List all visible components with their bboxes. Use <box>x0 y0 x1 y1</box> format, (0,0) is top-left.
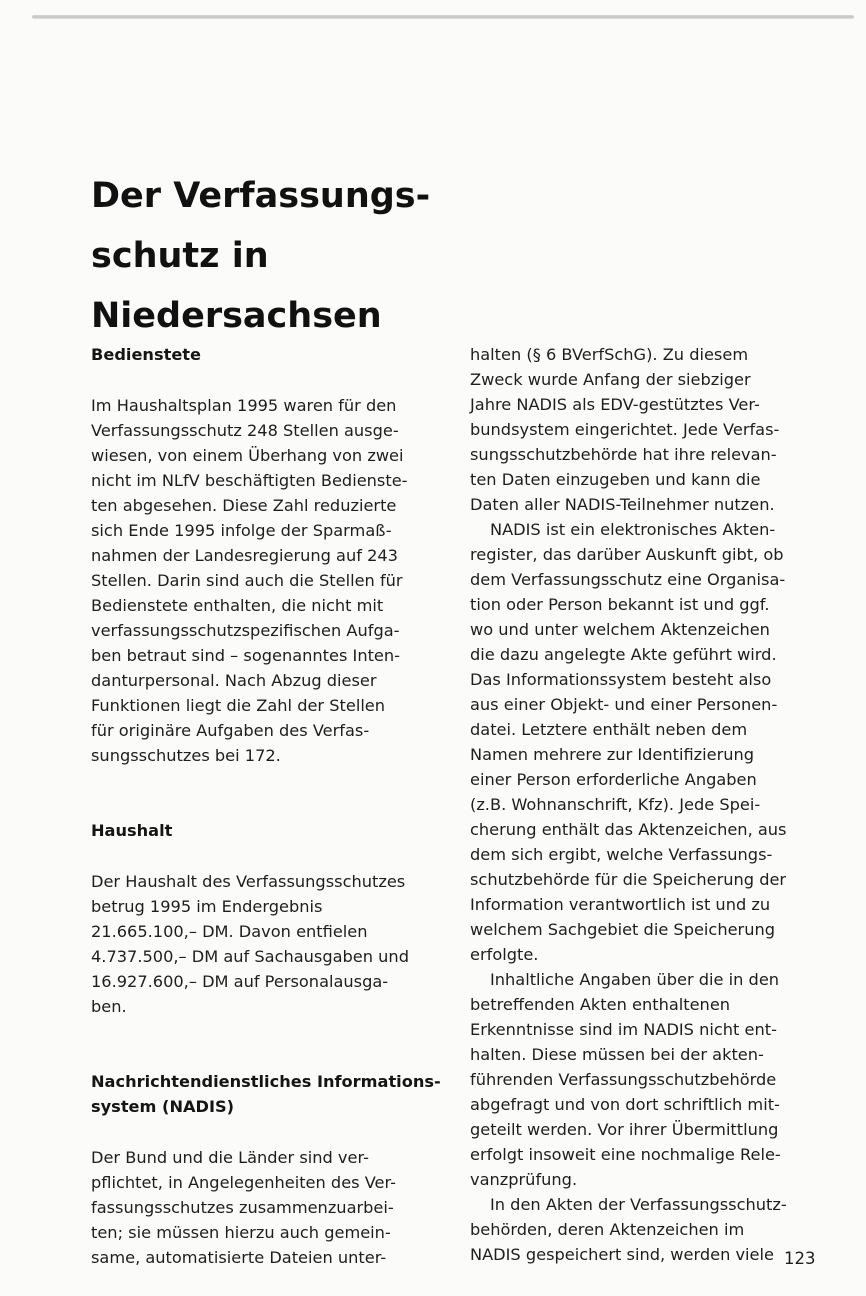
header-rule <box>32 15 854 19</box>
text-line: Im Haushaltsplan 1995 waren für den <box>91 396 397 415</box>
text-line: Bedienstete enthalten, die nicht mit <box>91 596 384 615</box>
text-line: datei. Letztere enthält neben dem <box>470 720 748 739</box>
text-line: Daten aller NADIS-Teilnehmer nutzen. <box>470 495 775 514</box>
text-line: (z.B. Wohnanschrift, Kfz). Jede Spei- <box>470 795 761 814</box>
text-line: sich Ende 1995 infolge der Sparmaß- <box>91 521 392 540</box>
section-heading-haushalt: Haushalt <box>91 821 173 840</box>
text-line: In den Akten der Verfassungsschutz- <box>490 1195 787 1214</box>
title-line: schutz in <box>91 236 269 276</box>
text-line: bundsystem eingerichtet. Jede Verfas- <box>470 420 780 439</box>
text-line: behörden, deren Aktenzeichen im <box>470 1220 745 1239</box>
text-line: Verfassungsschutz 248 Stellen ausge- <box>91 421 399 440</box>
text-line: sungsschutzes bei 172. <box>91 746 281 765</box>
text-line: nahmen der Landesregierung auf 243 <box>91 546 398 565</box>
text-line: Stellen. Darin sind auch die Stellen für <box>91 571 403 590</box>
title-line: Niedersachsen <box>91 296 382 336</box>
text-line: schutzbehörde für die Speicherung der <box>470 870 787 889</box>
text-line: einer Person erforderliche Angaben <box>470 770 757 789</box>
title-line: Der Verfassungs- <box>91 176 431 216</box>
text-line: vanzprüfung. <box>470 1170 578 1189</box>
text-line: Inhaltliche Angaben über die in den <box>490 970 780 989</box>
text-line: 16.927.600,– DM auf Personalausga- <box>91 972 389 991</box>
text-line: halten (§ 6 BVerfSchG). Zu diesem <box>470 345 749 364</box>
text-line: Funktionen liegt die Zahl der Stellen <box>91 696 386 715</box>
text-line: betreffenden Akten enthaltenen <box>470 995 731 1014</box>
text-line: wo und unter welchem Aktenzeichen <box>470 620 770 639</box>
paragraph-bedienstete <box>91 393 443 768</box>
text-line: ten abgesehen. Diese Zahl reduzierte <box>91 496 397 515</box>
text-line: Der Haushalt des Verfassungsschutzes <box>91 872 406 891</box>
text-line: welchem Sachgebiet die Speicherung <box>470 920 775 939</box>
text-line: NADIS ist ein elektronisches Akten- <box>490 520 776 539</box>
page-title <box>91 166 471 346</box>
paragraph-haushalt <box>91 869 443 1019</box>
text-line: nicht im NLfV beschäftigten Bedienste- <box>91 471 408 490</box>
text-line: Jahre NADIS als EDV-gestütztes Ver- <box>470 395 760 414</box>
text-line: die dazu angelegte Akte geführt wird. <box>470 645 777 664</box>
text-line: geteilt werden. Vor ihrer Übermittlung <box>470 1120 779 1139</box>
text-line: Namen mehrere zur Identifizierung <box>470 745 755 764</box>
text-line: wiesen, von einem Überhang von zwei <box>91 446 404 465</box>
text-line: aus einer Objekt- und einer Personen- <box>470 695 778 714</box>
left-column <box>91 342 443 1270</box>
text-line: halten. Diese müssen bei der akten- <box>470 1045 764 1064</box>
text-line: register, das darüber Auskunft gibt, ob <box>470 545 784 564</box>
text-line: danturpersonal. Nach Abzug dieser <box>91 671 377 690</box>
text-line: erfolgt insoweit eine nochmalige Rele- <box>470 1145 781 1164</box>
text-line: ben betraut sind – sogenanntes Inten- <box>91 646 400 665</box>
paragraph-inhaltliche-angaben <box>470 967 820 1192</box>
paragraph-akten <box>470 1192 820 1267</box>
section-heading-bedienstete: Bedienstete <box>91 345 202 364</box>
text-line: dem Verfassungsschutz eine Organisa- <box>470 570 786 589</box>
text-line: ten Daten einzugeben und kann die <box>470 470 761 489</box>
text-line: ben. <box>91 997 127 1016</box>
text-line: verfassungsschutzspezifischen Aufga- <box>91 621 400 640</box>
right-column <box>470 342 820 1267</box>
text-line: NADIS gespeichert sind, werden viele <box>470 1245 774 1264</box>
text-line: sungsschutzbehörde hat ihre relevan- <box>470 445 777 464</box>
paragraph-nadis <box>91 1145 443 1270</box>
text-line: Das Informationssystem besteht also <box>470 670 772 689</box>
text-line: 4.737.500,– DM auf Sachausgaben und <box>91 947 409 966</box>
text-line: für originäre Aufgaben des Verfas- <box>91 721 370 740</box>
text-line: abgefragt und von dort schriftlich mit- <box>470 1095 780 1114</box>
paragraph-continued <box>470 342 820 517</box>
text-line: Information verantwortlich ist und zu <box>470 895 771 914</box>
section-heading-nadis: Nachrichtendienstliches Informations- system (NADIS) <box>91 1072 441 1116</box>
text-line: same, automatisierte Dateien unter- <box>91 1248 387 1267</box>
text-line: cherung enthält das Aktenzeichen, aus <box>470 820 787 839</box>
text-line: Der Bund und die Länder sind ver- <box>91 1148 369 1167</box>
page-number: 123 <box>784 1249 816 1268</box>
paragraph-nadis-register <box>470 517 820 967</box>
text-line: tion oder Person bekannt ist und ggf. <box>470 595 770 614</box>
text-line: 21.665.100,– DM. Davon entfielen <box>91 922 368 941</box>
text-line: fassungsschutzes zusammenzuarbei- <box>91 1198 394 1217</box>
text-line: führenden Verfassungsschutzbehörde <box>470 1070 777 1089</box>
text-line: Erkenntnisse sind im NADIS nicht ent- <box>470 1020 777 1039</box>
text-line: dem sich ergibt, welche Verfassungs- <box>470 845 773 864</box>
text-line: erfolgte. <box>470 945 539 964</box>
text-line: betrug 1995 im Endergebnis <box>91 897 323 916</box>
text-line: pflichtet, in Angelegenheiten des Ver- <box>91 1173 396 1192</box>
text-line: ten; sie müssen hierzu auch gemein- <box>91 1223 391 1242</box>
text-line: Zweck wurde Anfang der siebziger <box>470 370 751 389</box>
